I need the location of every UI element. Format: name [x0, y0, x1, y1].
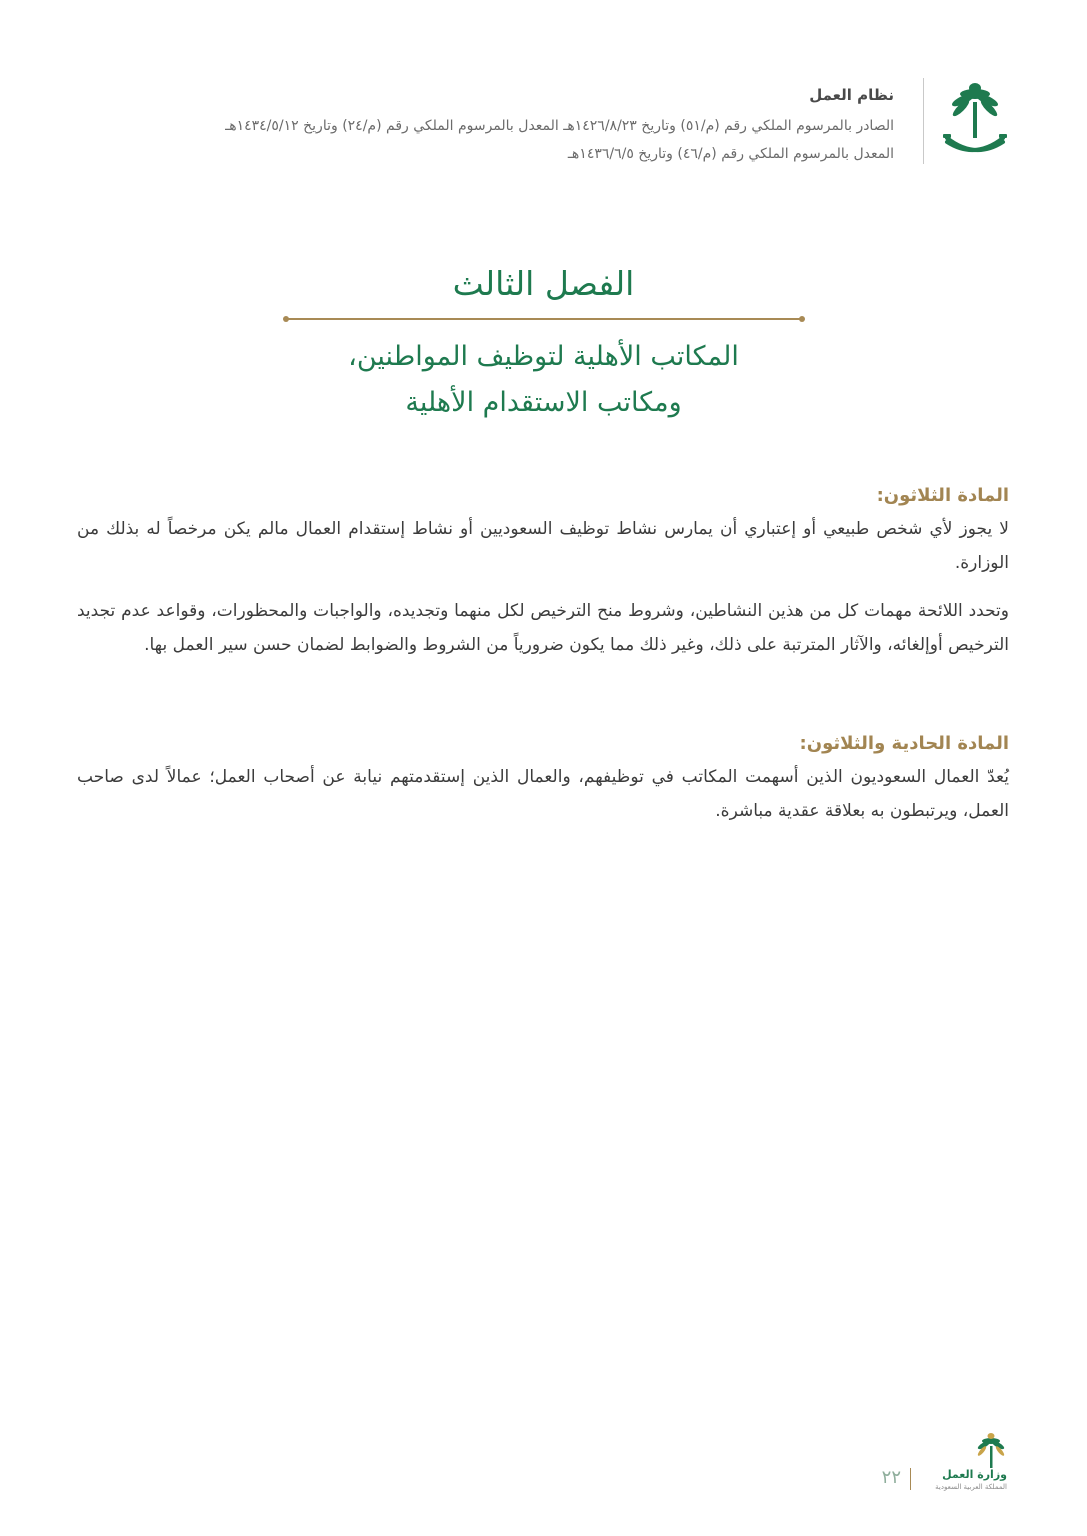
- chapter-subtitle-line-2: ومكاتب الاستقدام الأهلية: [405, 387, 682, 418]
- page-number: ٢٢: [881, 1467, 901, 1488]
- palm-tree-icon: [973, 1432, 1009, 1470]
- article-heading: المادة الثلاثون:: [876, 485, 1009, 506]
- law-name: نظام العمل: [809, 86, 894, 104]
- chapter-subtitle: [0, 334, 1087, 426]
- ministry-country: المملكة العربية السعودية: [935, 1483, 1007, 1491]
- chapter-subtitle-line-1: المكاتب الأهلية لتوظيف المواطنين،: [348, 341, 739, 372]
- palm-swords-emblem-icon: [941, 80, 1009, 162]
- chapter-divider: [286, 318, 802, 320]
- divider-dot-right: [799, 316, 805, 322]
- chapter-title: الفصل الثالث: [452, 264, 635, 303]
- divider-dot-left: [283, 316, 289, 322]
- document-header: [74, 84, 894, 168]
- header-divider: [923, 78, 924, 164]
- footer-ministry: [935, 1468, 1007, 1492]
- article-31: [77, 730, 1009, 842]
- article-30: [77, 482, 1009, 676]
- article-paragraph: لا يجوز لأي شخص طبيعي أو إعتباري أن يمارس نشاط توظيف السعوديين أو نشاط إستقدام العمال مالم يكن مرخصاً له بذلك من الوزارة.: [77, 519, 1009, 573]
- article-paragraph: يُعدّ العمال السعوديون الذين أسهمت المكاتب في توظيفهم، والعمال الذين إستقدمتهم نيابة عن أصحاب العمل؛ عمالاً لدى صاحب العمل، ويرتبطون به بعلاقة عقدية مباشرة.: [77, 767, 1009, 821]
- decree-line-2: المعدل بالمرسوم الملكي رقم (م/٤٦) وتاريخ ١٤٣٦/٦/٥هـ: [567, 146, 894, 162]
- ministry-name: وزارة العمل: [942, 1468, 1007, 1481]
- footer-divider: [910, 1468, 911, 1490]
- article-paragraph: وتحدد اللائحة مهمات كل من هذين النشاطين، وشروط منح الترخيص لكل منهما وتجديده، والواجبات والمحظورات، وقواعد عدم تجديد الترخيص أوإلغائه، والآثار المترتبة على ذلك، وغير ذلك مما يكون ضرورياً من الشروط والضوابط لضمان حسن سير العمل بها.: [77, 601, 1009, 655]
- decree-line-1: الصادر بالمرسوم الملكي رقم (م/٥١) وتاريخ ١٤٢٦/٨/٢٣هـ المعدل بالمرسوم الملكي رقم (م/٢٤) وتاريخ ١٤٣٤/٥/١٢هـ: [225, 118, 894, 134]
- article-heading: المادة الحادية والثلاثون:: [799, 733, 1009, 754]
